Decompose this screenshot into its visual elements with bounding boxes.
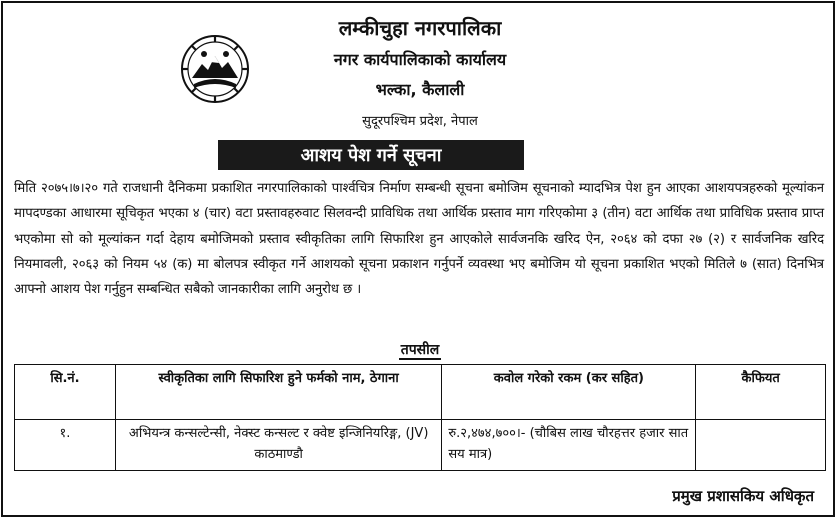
header-firm: स्वीकृतिका लागि सिफारिश हुने फर्मको नाम, ठेगाना <box>115 365 441 420</box>
notice-title: आशय पेश गर्ने सूचना <box>218 140 524 170</box>
office-address: भल्का, कैलाली <box>375 80 465 99</box>
cell-firm: अभियन्त्र कन्सल्टेन्सी, नेक्स्ट कन्सल्ट र क्वेष्ट इन्जिनियरिङ्ग, (JV) काठमाण्डौ <box>115 420 441 471</box>
signatory-title: प्रमुख प्रशासकिय अधिकृत <box>672 487 814 505</box>
table-header-row <box>15 365 826 420</box>
header-remarks: कैफियत <box>696 365 826 420</box>
cell-remarks <box>696 420 826 471</box>
notice-body: मिति २०७५।७।२० गते राजधानी दैनिकमा प्रकाशित नगरपालिकाको पार्श्वचित्र निर्माण सम्बन्धी सूचना बमोजिम सूचनाको म्यादभित्र पेश हुन आएका आशयपत्रहरुको मूल्यांकन मापदण्डका आधारमा सूचिकृत भएका ४ (चार) वटा प्रस्तावहरुवाट सिलवन्दी प्राविधिक तथा आर्थिक प्रस्ताव माग गरिएकोमा ३ (तीन) वटा आर्थिक तथा प्राविधिक प्रस्ताव प्राप्त भएकोमा सो को मूल्यांकन गर्दा देहाय बमोजिमको प्रस्ताव स्वीकृतिका लागि सिफारिश हुन आएकोले सार्वजनकि खरिद ऐन, २०६४ को दफा २७ (२) र सार्वजनिक खरिद नियमावली, २०६३ को नियम ५४ (क) मा बोलपत्र स्वीकृत गर्ने आशयको सूचना प्रकाशन गर्नुपर्ने व्यवस्था भए बमोजिम यो सूचना प्रकाशित भएको मितिले ७ (सात) दिनभित्र आफ्नो आशय पेश गर्नुहुन सम्बन्धित सबैको जानकारीका लागि अनुरोध छ । <box>14 181 824 298</box>
details-heading-text: तपसील <box>400 342 440 358</box>
province-line: सुदूरपश्चिम प्रदेश, नेपाल <box>362 114 478 129</box>
header-amount: कवोल गरेको रकम (कर सहित) <box>442 365 696 420</box>
table-row <box>15 420 826 471</box>
details-table <box>14 364 826 471</box>
office-name: नगर कार्यपालिकाको कार्यालय <box>333 50 507 69</box>
cell-amount: रु.२,४७४,७००।- (चौबिस लाख चौरहत्तर हजार सात सय मात्र) <box>442 420 696 471</box>
cell-serial: १. <box>15 420 116 471</box>
header-serial: सि.नं. <box>15 365 116 420</box>
details-heading <box>0 340 840 359</box>
municipality-name: लम्कीचुहा नगरपालिका <box>338 16 502 40</box>
